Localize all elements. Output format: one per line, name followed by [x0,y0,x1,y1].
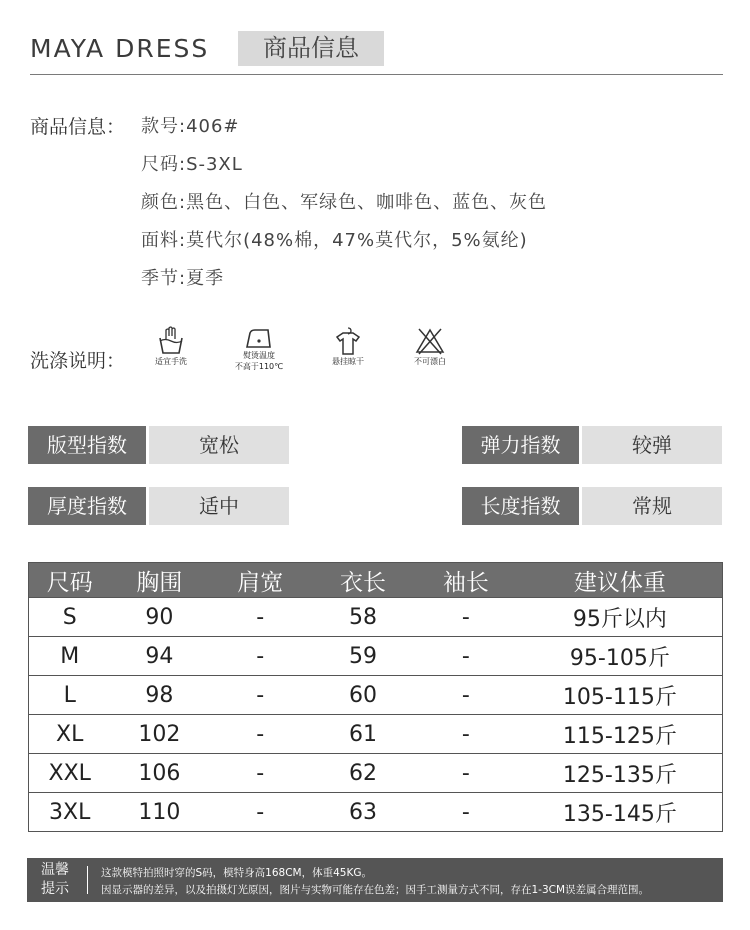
cell-sleeve: - [414,754,518,793]
info-style-number: 款号:406# [141,116,240,137]
wash-item-iron [219,326,299,372]
cell-length: 60 [312,676,414,715]
tip-line-disclaimer: 因显示器的差异，以及拍摄灯光原因，图片与实物可能存在色差；因手工测量方式不同，存在1-3CM误差属合理范围。 [101,884,650,896]
tip-divider [87,866,88,894]
cell-weight: 105-115斤 [518,676,723,715]
cell-size: 3XL [29,793,111,832]
cell-weight: 95斤以内 [518,598,723,637]
cell-length: 59 [312,637,414,676]
cell-weight: 135-145斤 [518,793,723,832]
cell-sleeve: - [414,598,518,637]
cell-shoulder: - [208,793,312,832]
header-length: 衣长 [312,563,414,598]
tip-title-top: 温馨 [41,862,69,878]
table-row [29,637,723,676]
cell-bust: 90 [110,598,208,637]
header-bust: 胸围 [110,563,208,598]
info-size-range: 尺码:S-3XL [141,154,243,175]
cell-size: L [29,676,111,715]
table-row [29,676,723,715]
wash-item-bleach [390,326,470,367]
size-table [28,562,723,832]
cell-shoulder: - [208,598,312,637]
cell-weight: 125-135斤 [518,754,723,793]
table-row [29,754,723,793]
header-sleeve: 袖长 [414,563,518,598]
no-bleach-icon [415,326,445,356]
fit-index-value: 宽松 [149,426,289,464]
info-colors: 颜色:黑色、白色、军绿色、咖啡色、蓝色、灰色 [141,192,548,213]
cell-size: XL [29,715,111,754]
cell-bust: 98 [110,676,208,715]
cell-shoulder: - [208,715,312,754]
cell-size: XXL [29,754,111,793]
brand-title: MAYA DRESS [30,34,210,63]
tip-title [41,861,69,899]
cell-sleeve: - [414,793,518,832]
table-row [29,715,723,754]
section-tag: 商品信息 [238,31,384,66]
cell-shoulder: - [208,754,312,793]
fit-index-label: 版型指数 [28,426,146,464]
cell-length: 63 [312,793,414,832]
cell-bust: 94 [110,637,208,676]
cell-length: 61 [312,715,414,754]
cell-bust: 110 [110,793,208,832]
table-row [29,598,723,637]
wash-label: 洗涤说明： [30,350,126,372]
info-season: 季节:夏季 [141,268,225,289]
cell-bust: 106 [110,754,208,793]
cell-size: S [29,598,111,637]
hang-dry-icon [333,326,363,356]
cell-length: 58 [312,598,414,637]
header-divider [30,74,723,75]
thickness-index-value: 适中 [149,487,289,525]
elasticity-index-value: 较弹 [582,426,722,464]
tip-title-bottom: 提示 [41,881,69,897]
hand-wash-icon [156,326,186,356]
wash-text-iron-1: 熨烫温度 [243,351,275,360]
cell-shoulder: - [208,676,312,715]
cell-bust: 102 [110,715,208,754]
info-label: 商品信息： [30,116,126,138]
cell-sleeve: - [414,637,518,676]
cell-shoulder: - [208,637,312,676]
cell-weight: 115-125斤 [518,715,723,754]
wash-text-iron-2: 不高于110℃ [234,362,284,371]
table-row [29,793,723,832]
tip-banner [27,858,723,902]
wash-text-bleach: 不可漂白 [414,357,446,366]
header-weight: 建议体重 [518,563,723,598]
thickness-index-label: 厚度指数 [28,487,146,525]
length-index-label: 长度指数 [462,487,579,525]
cell-length: 62 [312,754,414,793]
info-fabric: 面料:莫代尔(48%棉，47%莫代尔，5%氨纶) [141,230,528,251]
cell-sleeve: - [414,715,518,754]
iron-temperature-icon [244,326,274,350]
wash-item-hand [131,326,211,367]
cell-weight: 95-105斤 [518,637,723,676]
cell-sleeve: - [414,676,518,715]
cell-size: M [29,637,111,676]
header-size: 尺码 [29,563,111,598]
size-table-header [29,563,723,598]
length-index-value: 常规 [582,487,722,525]
header-shoulder: 肩宽 [208,563,312,598]
elasticity-index-label: 弹力指数 [462,426,579,464]
wash-text-hang: 悬挂晾干 [332,357,364,366]
wash-text-hand: 适宜手洗 [155,357,187,366]
tip-line-model: 这款模特拍照时穿的S码，模特身高168CM，体重45KG。 [101,867,372,879]
wash-item-hang [308,326,388,367]
